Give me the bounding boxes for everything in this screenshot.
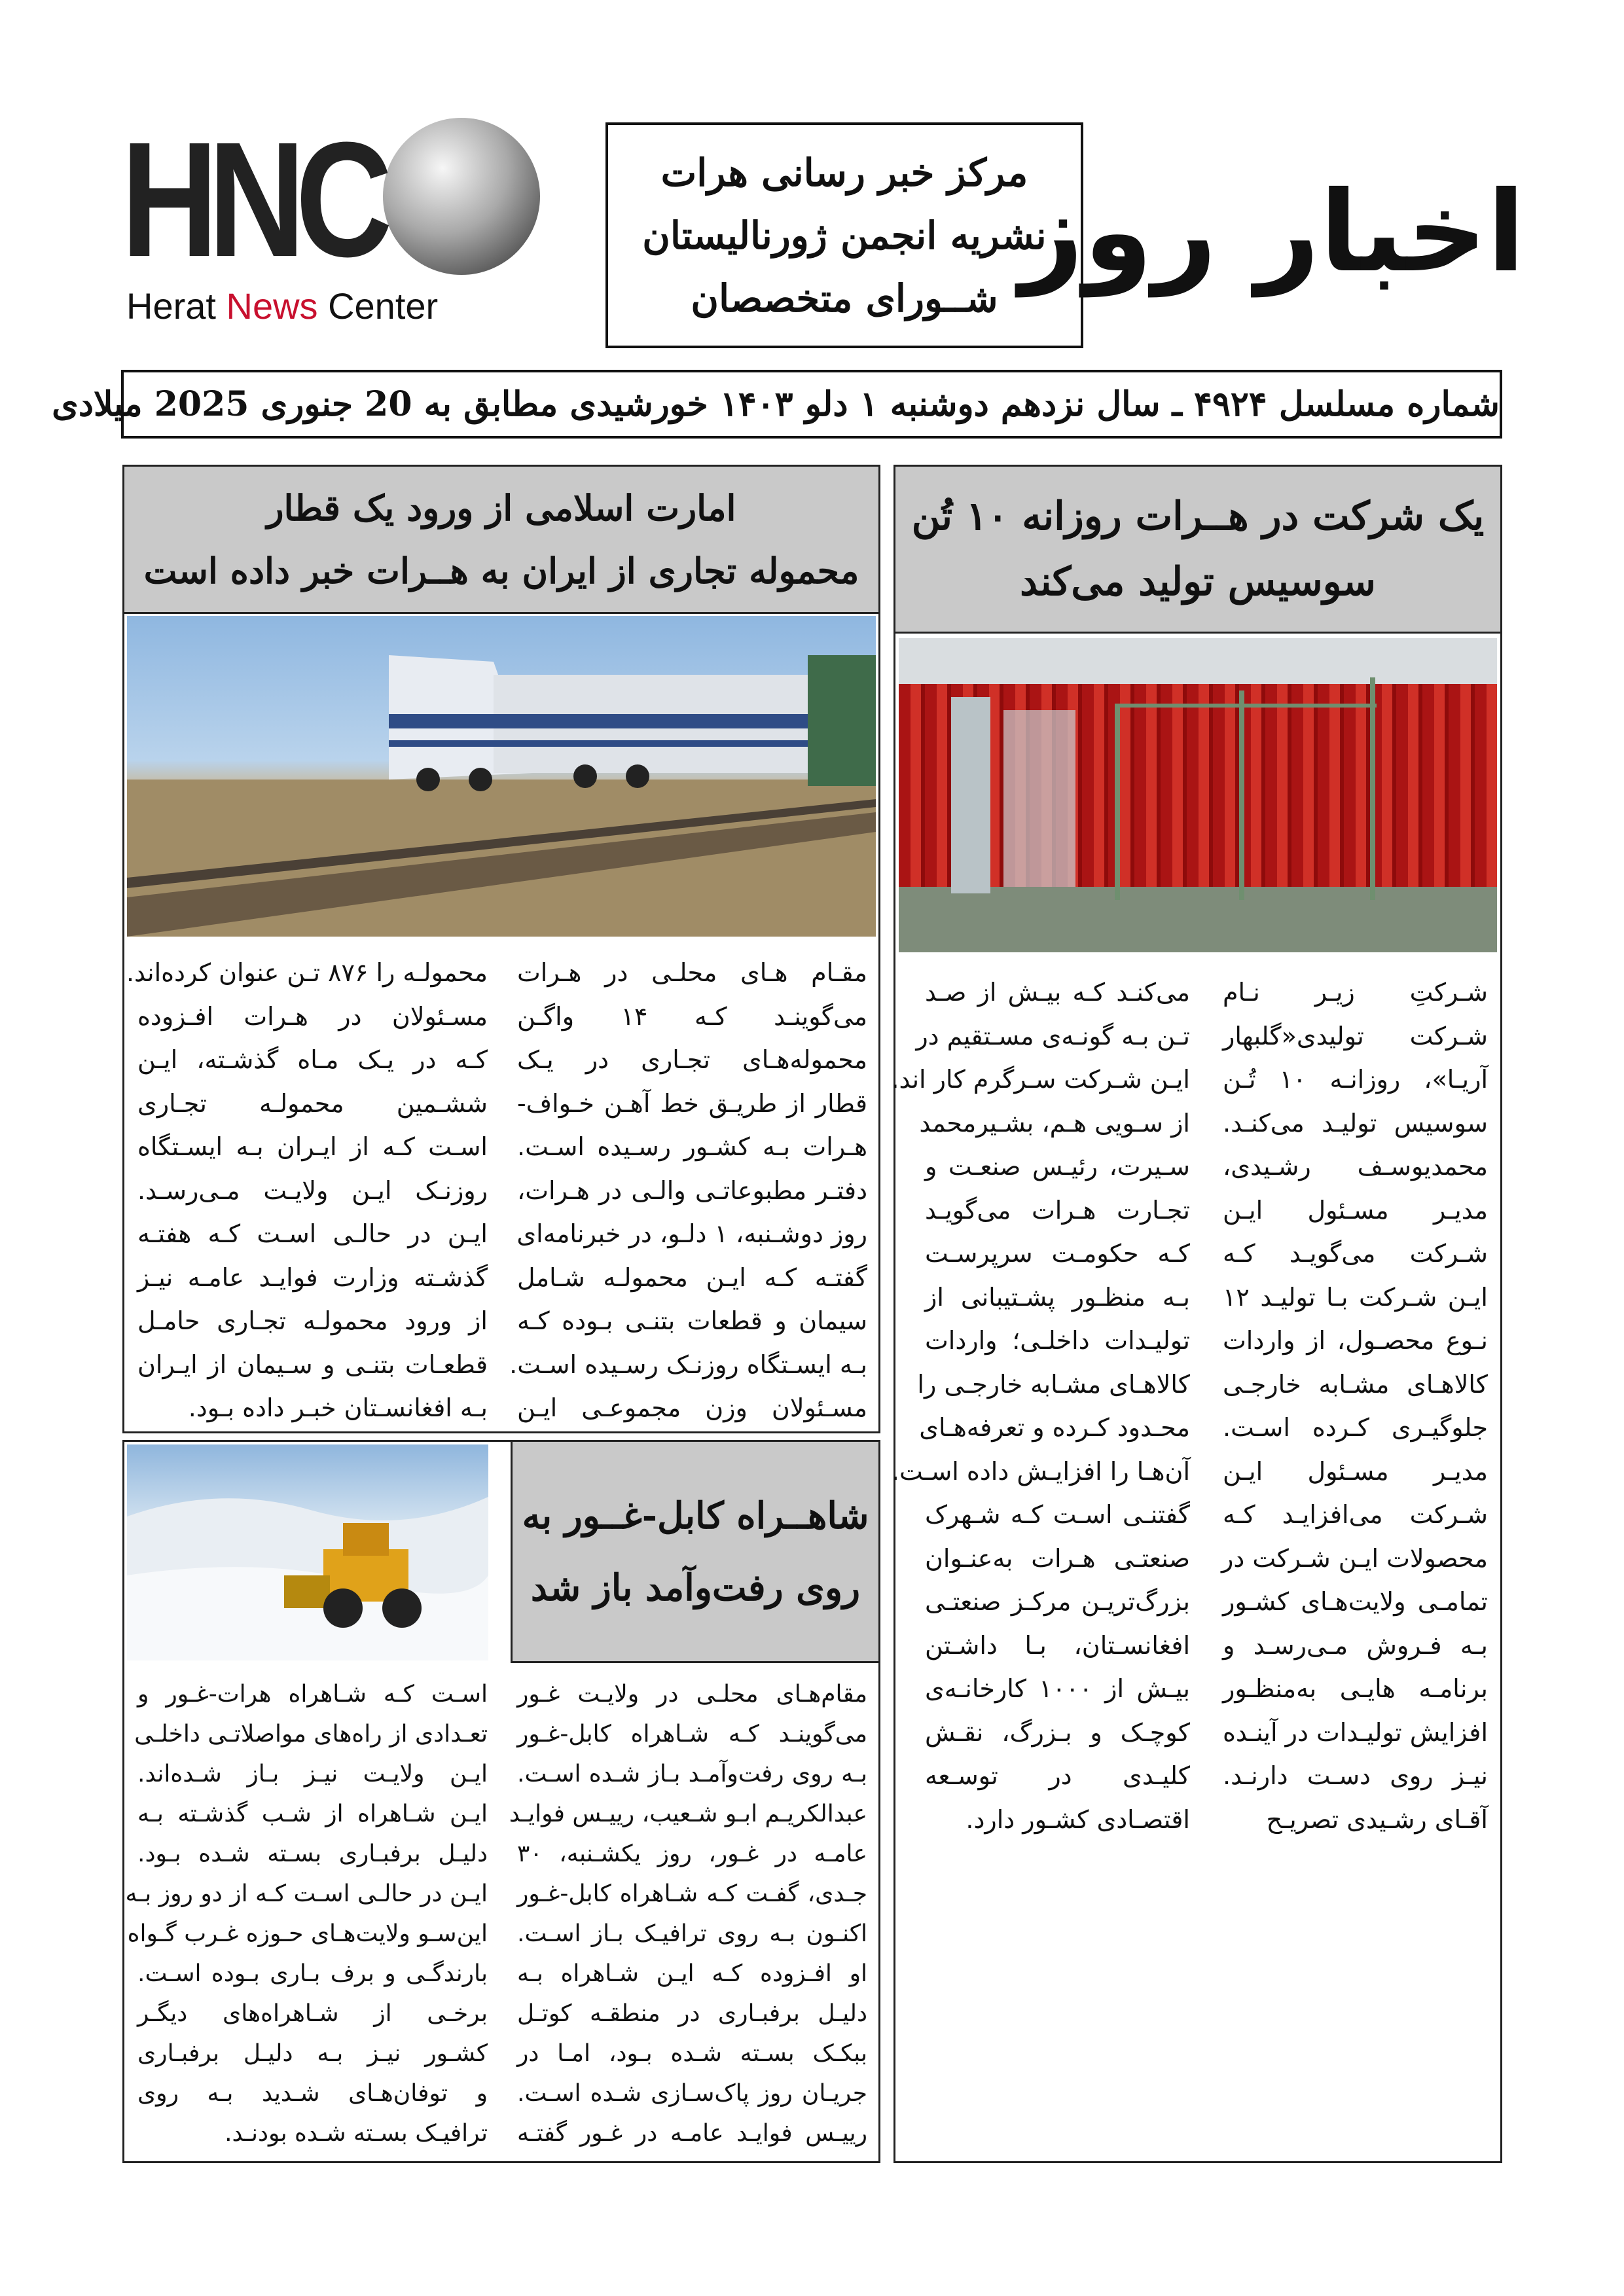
text-line: ترافیـک بسـته شـده بودنـد. <box>225 2120 488 2147</box>
text-line: صنعتـی هـرات به‌عنـوان <box>925 1543 1190 1573</box>
text-line: کالاهـای مشـابه خارجـی <box>1223 1369 1488 1399</box>
text-line: از سـویی هـم، بشـیرمحمد <box>919 1108 1190 1138</box>
globe-icon <box>383 118 540 275</box>
snow-photo-illustration <box>127 1444 488 1660</box>
sausage-headline <box>895 467 1500 634</box>
text-line: مقـام هـای محلـی در هـرات <box>517 958 867 987</box>
publisher-line-3: شــورای متخصصان <box>691 276 998 321</box>
text-line: مسـئولان در هـرات افـزوده <box>137 1001 488 1031</box>
text-line: قطعـات بتنـی و سـیمان از ایـران <box>137 1350 488 1379</box>
text-line: ایـن شـاهراه از شـب گذشـته بـه <box>137 1801 488 1827</box>
text-line: آقـای رشـیدی تصریـح <box>1266 1804 1488 1834</box>
highway-headline-line-2: روی رفت‌وآمد باز شد <box>530 1566 861 1609</box>
newspaper-title: اخبار روز <box>1019 168 1525 297</box>
text-line: کشـور نیـز بـه دلیـل برفبـاری <box>137 2040 488 2067</box>
text-line: این‌سـو ولایت‌هـای حـوزه غـرب گـواه <box>127 1920 488 1947</box>
text-line: می‌گوینـد کـه ۱۴ واگـن <box>517 1001 867 1031</box>
text-line: بـه روی رفت‌وآمـد بـاز شـده اسـت. <box>517 1761 867 1787</box>
sausage-headline-line-1: یک شرکت در هــرات روزانه ۱۰ تُن <box>911 493 1485 539</box>
text-line: افغانسـتان، بـا داشـتن <box>925 1630 1190 1660</box>
article-train <box>122 465 880 1433</box>
text-line: دفتـر مطبوعاتـی والـی در هـرات، <box>517 1175 867 1205</box>
text-line: ایـن شـرکت سـرگرم کار اند. <box>891 1065 1190 1094</box>
text-line: اسـت کـه از ایـران بـه ایسـتگاه <box>137 1132 488 1161</box>
highway-headline <box>511 1442 878 1663</box>
text-line: بـه فـروش مـی‌رسـد و <box>1223 1630 1488 1660</box>
text-line: اقتصـادی کشـور دارد. <box>965 1804 1190 1834</box>
text-line: عبدالکریـم ابـو شـعیب، رییـس فوایـد <box>509 1801 867 1827</box>
snow-loader-photo <box>127 1444 488 1660</box>
text-line: اسـت کـه شـاهراه هرات-غـور و <box>137 1681 488 1708</box>
text-line: کـه در یـک مـاه گذشـته، ایـن <box>137 1045 488 1074</box>
text-line: بـه منظـور پشـتیبانی از <box>925 1282 1190 1312</box>
text-line: او افـزوده کـه ایـن شـاهراه بـه <box>517 1960 867 1987</box>
train-column-2 <box>126 951 488 1429</box>
text-line: برنامـه هایـی به‌منظـور <box>1223 1674 1488 1703</box>
text-line: ایـن شـرکت بـا تولیـد ۱۲ <box>1223 1282 1488 1312</box>
text-line: بیـش از ۱۰۰۰ کارخانـه‌ی <box>925 1674 1190 1703</box>
logo-letters: HNC <box>121 108 383 291</box>
highway-headline-line-1: شاهــراه کابل-غــور به <box>522 1494 869 1537</box>
text-line: می‌گوینـد کـه شـاهراه کابل-غـور <box>517 1721 867 1748</box>
text-line: مقام‌هـای محلـی در ولایـت غـور <box>517 1681 867 1708</box>
text-line: آریـا»، روزانـه ۱۰ تُـن <box>1223 1065 1489 1094</box>
text-line: کلیـدی در توسـعه <box>925 1761 1190 1790</box>
text-line: ببکـک بسـته شـده بـود، امـا در <box>517 2040 867 2067</box>
text-line: شـرکت تولیدی«گلبهار <box>1223 1021 1488 1050</box>
text-line: مدیـر مسـئول ایـن <box>1223 1195 1488 1225</box>
text-line: اکنـون بـه روی ترافیـک بـاز اسـت. <box>517 1920 867 1947</box>
sausage-headline-line-2: سوسیس تولید می‌کند <box>1020 559 1376 605</box>
text-line: قطار از طریـق خط آهـن خـواف- <box>517 1088 867 1118</box>
text-line: ایـن در حالـی اسـت کـه هفتـه <box>137 1219 488 1248</box>
hnc-logo <box>121 108 527 334</box>
text-line: جلوگیـری کـرده اسـت. <box>1223 1413 1488 1442</box>
text-line: کالاهـای مشـابه خارجـی را <box>917 1369 1190 1399</box>
text-line: جریـان روز پاک‌سـازی شـده اسـت. <box>517 2080 867 2107</box>
train-headline-line-1: امارت اسلامی از ورود یک قطار <box>266 487 736 529</box>
sausage-factory-photo <box>899 638 1497 952</box>
train-headline <box>124 467 878 614</box>
text-line: ایـن ولایـت نیـز بـاز شـده‌اند. <box>137 1761 488 1787</box>
text-line: دلیـل برفبـاری بسـته شـده بـود. <box>137 1840 488 1867</box>
text-line: می‌کنـد کـه بیـش از صـد <box>925 978 1190 1007</box>
sausage-photo-illustration <box>899 638 1497 952</box>
text-line: برخـی از شـاهراه‌های دیگـر <box>137 2000 488 2027</box>
text-line: جـدی، گفـت کـه شـاهراه کابل-غـور <box>517 1880 867 1907</box>
sausage-column-1 <box>1223 971 1488 2155</box>
text-line: محـدود کـرده و تعرفه‌هـای <box>919 1413 1190 1442</box>
text-line: مسـئولان وزن مجموعـی ایـن <box>517 1393 867 1422</box>
text-line: سیمان و قطعات بتنـی بـوده کـه <box>517 1306 867 1335</box>
text-line: آن‌هـا را افزایـش داده اسـت. <box>891 1456 1190 1486</box>
text-line: و توفان‌هـای شـدید بـه روی <box>137 2080 488 2107</box>
text-line: تجـارت هـرات می‌گویـد <box>925 1195 1190 1225</box>
sausage-column-2 <box>891 971 1190 2155</box>
text-line: روز دوشـنبه، ۱ دلـو، در خبرنامه‌ای <box>516 1219 867 1248</box>
publisher-line-2: نشریه انجمن ژورنالیستان <box>642 213 1047 258</box>
text-line: تعـدادی از راه‌های مواصلاتـی داخلـی <box>134 1721 488 1748</box>
train-photo-illustration <box>127 616 876 937</box>
logo-sub-news: News <box>226 285 318 327</box>
text-line: شـرکت می‌افزایـد کـه <box>1223 1500 1488 1529</box>
logo-sub-center: Center <box>317 285 439 327</box>
logo-sub-herat: Herat <box>126 285 226 327</box>
text-line: محمدیوسـف رشـیدی، <box>1223 1152 1488 1181</box>
text-line: بزرگ‌تریـن مرکـز صنعتـی <box>925 1587 1190 1616</box>
text-line: شـرکتِ زیـر نـام <box>1223 978 1488 1007</box>
text-line: تـن بـه گونـه‌ی مسـتقیم در <box>916 1021 1190 1050</box>
train-headline-line-2: محموله تجاری از ایران به هــرات خبر داده است <box>143 550 859 592</box>
text-line: گذشـته وزارت فوایـد عامـه نیـز <box>137 1263 488 1292</box>
highway-column-1 <box>509 1674 867 2159</box>
text-line: سـیرت، رئیـس صنعـت و <box>925 1152 1190 1181</box>
text-line: هـرات بـه کشـور رسـیده اسـت. <box>517 1132 867 1161</box>
train-column-1 <box>509 951 867 1429</box>
text-line: نیـز روی دسـت دارنـد. <box>1223 1761 1488 1790</box>
logo-subtitle <box>126 285 438 327</box>
text-line: روزنـک ایـن ولایـت مـی‌رسـد. <box>137 1175 488 1205</box>
text-line: بارندگـی و برف بـاری بـوده اسـت. <box>137 1960 488 1987</box>
text-line: تمامـی ولایت‌هـای کشـور <box>1223 1587 1488 1616</box>
text-line: عامـه در غـور، روز یکشـنبه، ۳۰ <box>517 1840 867 1867</box>
text-line: افزایش تولیـدات در آینـده <box>1222 1717 1488 1747</box>
article-sausage <box>893 465 1502 2163</box>
text-line: از ورود محمولـه تجـاری حامـل <box>137 1306 488 1335</box>
text-line: محمولـه را ۸۷۶ تـن عنوان کرده‌اند. <box>126 958 488 987</box>
text-line: سوسیس تولیـد می‌کنـد. <box>1223 1108 1488 1138</box>
text-line: نـوع محصـول، از واردات <box>1223 1326 1488 1355</box>
text-line: گفتنـی اسـت کـه شـهرک <box>925 1500 1190 1529</box>
train-photo <box>127 616 876 937</box>
text-line: کـه حکومـت سرپرسـت <box>925 1239 1190 1268</box>
dateline: شماره مسلسل ۴۹۲۴ ـ سال نزدهم دوشنبه ۱ دلو ۱۴۰۳ خورشیدی مطابق به 20 جنوری 2025 میلادی <box>121 370 1502 439</box>
text-line: ایـن در حالـی اسـت کـه از دو روز بـه <box>125 1880 488 1907</box>
text-line: محصولات ایـن شـرکت در <box>1221 1543 1488 1573</box>
text-line: محموله‌هـای تجـاری در یـک <box>517 1045 867 1074</box>
text-line: مدیـر مسـئول ایـن <box>1223 1456 1488 1486</box>
text-line: کوچـک و بـزرگ، نقـش <box>925 1717 1190 1747</box>
article-highway <box>122 1440 880 2163</box>
publisher-line-1: مرکز خبر رسانی هرات <box>660 150 1028 195</box>
publisher-box <box>605 122 1083 348</box>
text-line: ششـمین محمولـه تجـاری <box>137 1088 488 1118</box>
text-line: بـه ایسـتگاه روزنـک رسـیده اسـت. <box>509 1350 867 1379</box>
text-line: تولیـدات داخلـی؛ واردات <box>925 1326 1190 1355</box>
text-line: رییـس فوایـد عامـه در غـور گفتـه <box>517 2120 867 2147</box>
text-line: گفتـه کـه ایـن محمولـه شـامل <box>517 1263 867 1292</box>
text-line: دلیـل برفبـاری در منطقـه کوتـل <box>517 2000 867 2027</box>
text-line: بـه افغانسـتان خبـر داده بـود. <box>188 1393 488 1422</box>
text-line: شـرکت می‌گویـد کـه <box>1223 1239 1488 1268</box>
highway-column-2 <box>125 1674 488 2159</box>
